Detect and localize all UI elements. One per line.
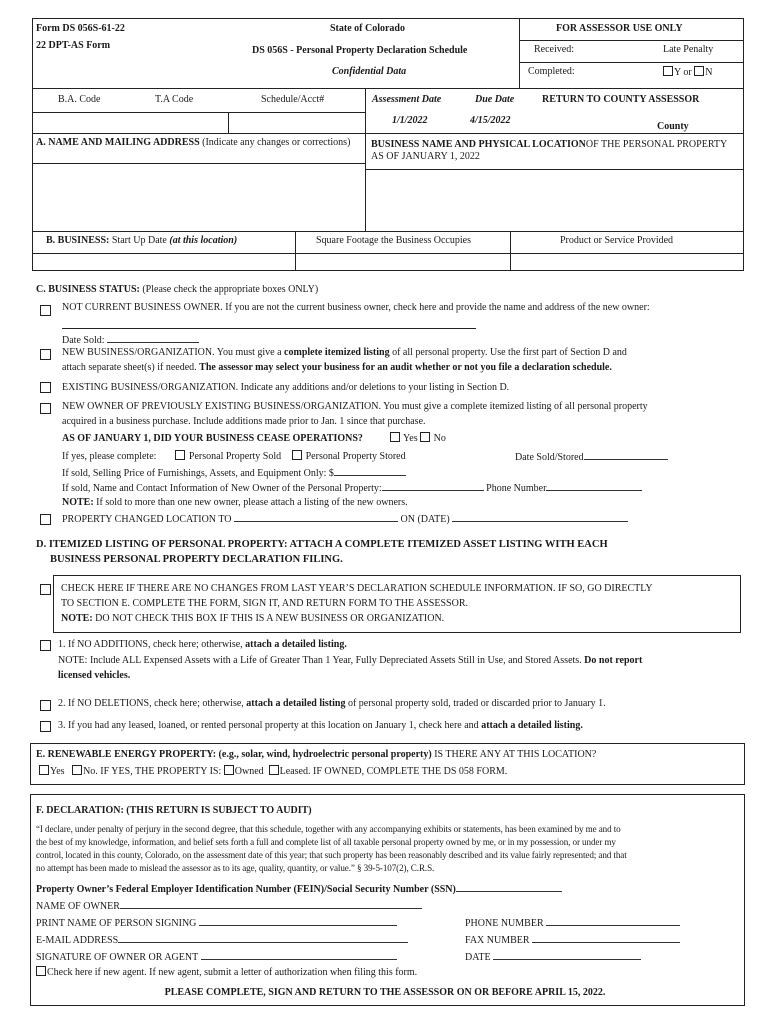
new-owner-text-1: NEW OWNER OF PREVIOUSLY EXISTING BUSINESS/ORGANIZATION. You must give a complete itemized listing of all personal property xyxy=(62,401,648,412)
new-owner-phone-label: Phone Number xyxy=(486,483,547,494)
changed-location-field[interactable] xyxy=(234,512,398,522)
licensed-vehicles-label: licensed vehicles. xyxy=(58,670,131,681)
ta-code-label: T.A Code xyxy=(155,94,194,105)
renewable-owned-label: Owned xyxy=(234,766,264,777)
square-footage-field[interactable] xyxy=(297,255,508,269)
name-of-owner-label: NAME OF OWNER xyxy=(36,901,120,912)
new-business-text-1: NEW BUSINESS/ORGANIZATION. You must give a xyxy=(62,347,285,358)
print-name-label: PRINT NAME OF PERSON SIGNING xyxy=(36,918,197,929)
section-a-heading: A. NAME AND MAILING ADDRESS xyxy=(36,137,200,148)
cease-yes-checkbox[interactable] xyxy=(390,432,400,442)
no-deletions-checkbox[interactable] xyxy=(40,700,51,711)
date-sold-stored-label: Date Sold/Stored xyxy=(515,452,584,463)
physical-location-field[interactable] xyxy=(367,171,741,229)
section-e-question: IS THERE ANY AT THIS LOCATION? xyxy=(431,749,597,760)
date-field[interactable] xyxy=(493,950,641,960)
at-location-label: (at this location) xyxy=(169,235,238,246)
ba-code-label: B.A. Code xyxy=(58,94,101,105)
if-yes-label: If yes, please complete: xyxy=(62,451,157,462)
new-business-text-line2 xyxy=(62,362,612,373)
renewable-leased-label: Leased. IF OWNED, COMPLETE THE DS 058 FORM. xyxy=(279,766,508,777)
new-agent-row xyxy=(36,966,417,978)
renewable-leased-checkbox[interactable] xyxy=(269,765,279,775)
section-b-heading: B. BUSINESS: xyxy=(46,235,110,246)
fax-field[interactable] xyxy=(532,933,680,943)
print-name-field[interactable] xyxy=(199,916,397,926)
section-e-options xyxy=(39,765,507,777)
no-changes-note-text: DO NOT CHECK THIS BOX IF THIS IS A NEW BUSINESS OR ORGANIZATION. xyxy=(92,613,445,624)
form-id: Form DS 056S-61-22 xyxy=(36,23,125,34)
no-changes-text-2: TO SECTION E. COMPLETE THE FORM, SIGN IT, AND RETURN FORM TO THE ASSESSOR. xyxy=(61,598,468,609)
new-owner-contact-field[interactable] xyxy=(382,481,484,491)
signature-field[interactable] xyxy=(201,950,397,960)
phone-label: PHONE NUMBER xyxy=(465,918,544,929)
on-date-label: ON (DATE) xyxy=(400,514,450,525)
email-row xyxy=(36,933,408,946)
not-current-owner-text: NOT CURRENT BUSINESS OWNER. If you are not the current business owner, check here and provide the name and address of the new owner: xyxy=(62,302,650,313)
section-d-title-1: D. ITEMIZED LISTING OF PERSONAL PROPERTY: ATTACH A COMPLETE ITEMIZED ASSET LISTING WITH EACH xyxy=(36,539,608,550)
section-a-location-title xyxy=(371,139,739,163)
start-up-date-field[interactable] xyxy=(34,255,293,269)
no-deletions-text-2: of personal property sold, traded or discarded prior to January 1. xyxy=(345,698,606,709)
signature-row xyxy=(36,950,397,963)
late-penalty-no-checkbox[interactable] xyxy=(694,66,704,76)
assessor-use-title: FOR ASSESSOR USE ONLY xyxy=(556,23,683,34)
location-heading: BUSINESS NAME AND PHYSICAL LOCATION xyxy=(371,139,586,150)
name-of-owner-field[interactable] xyxy=(120,899,422,909)
no-changes-text-1: CHECK HERE IF THERE ARE NO CHANGES FROM LAST YEAR’S DECLARATION SCHEDULE INFORMATION. IF SO, GO DIRECTLY xyxy=(61,583,653,594)
property-sold-checkbox[interactable] xyxy=(175,450,185,460)
new-business-text-3: attach separate sheet(s) if needed. xyxy=(62,362,200,373)
late-penalty-yes-checkbox[interactable] xyxy=(663,66,673,76)
declaration-line-1: “I declare, under penalty of perjury in the second degree, that this schedule, together with any accompanying exhibits or statements, has been examined by me and to xyxy=(36,824,621,834)
new-agent-label: Check here if new agent. If new agent, submit a letter of authorization when filing this form. xyxy=(47,967,418,978)
date-sold-field[interactable] xyxy=(107,333,199,343)
return-to-label: RETURN TO COUNTY ASSESSOR xyxy=(542,94,700,105)
state-label: State of Colorado xyxy=(330,23,405,34)
new-business-checkbox[interactable] xyxy=(40,349,51,360)
no-label: N xyxy=(705,67,713,78)
changed-location-checkbox[interactable] xyxy=(40,514,51,525)
new-business-text-2: of all personal property. Use the first part of Section D and xyxy=(389,347,627,358)
new-owner-text-2: acquired in a business purchase. Include additions made prior to Jan. 1 since that purchase. xyxy=(62,416,426,427)
received-label: Received: xyxy=(534,44,574,55)
date-row xyxy=(465,950,641,963)
footer-instruction: PLEASE COMPLETE, SIGN AND RETURN TO THE ASSESSOR ON OR BEFORE APRIL 15, 2022. xyxy=(164,987,606,998)
section-d-title-2: BUSINESS PERSONAL PROPERTY DECLARATION FILING. xyxy=(50,554,343,565)
cease-no-checkbox[interactable] xyxy=(420,432,430,442)
no-deletions-text: 2. If NO DELETIONS, check here; otherwise, xyxy=(58,698,247,709)
new-business-bold: complete itemized listing xyxy=(284,347,390,358)
product-service-field[interactable] xyxy=(512,255,741,269)
section-b-title xyxy=(46,235,237,246)
due-date-label: Due Date xyxy=(475,94,515,105)
new-owner-phone-field[interactable] xyxy=(546,481,642,491)
section-c-instructions: (Please check the appropriate boxes ONLY) xyxy=(142,284,319,295)
section-f-title: F. DECLARATION: (THIS RETURN IS SUBJECT TO AUDIT) xyxy=(36,805,312,816)
no-changes-note-label: NOTE: xyxy=(61,613,93,624)
name-of-owner-row xyxy=(36,899,422,912)
not-current-owner-checkbox[interactable] xyxy=(40,305,51,316)
no-additions-checkbox[interactable] xyxy=(40,640,51,651)
audit-warning: The assessor may select your business for an audit whether or not you file a declaration schedule. xyxy=(199,362,612,373)
assessment-date-label: Assessment Date xyxy=(372,94,442,105)
fein-label: Property Owner’s Federal Employer Identification Number (FEIN)/Social Security Number (SSN) xyxy=(36,884,456,895)
schedule-acct-field[interactable] xyxy=(230,114,363,132)
email-label: E-MAIL ADDRESS xyxy=(36,935,119,946)
square-footage-label: Square Footage the Business Occupies xyxy=(316,235,471,246)
form-title: DS 056S - Personal Property Declaration Schedule xyxy=(252,45,468,56)
phone-field[interactable] xyxy=(546,916,680,926)
property-stored-label: Personal Property Stored xyxy=(305,451,406,462)
property-sold-label: Personal Property Sold xyxy=(188,451,282,462)
no-additions-note xyxy=(58,655,642,666)
section-c-title xyxy=(36,284,318,295)
leased-property-text: 3. If you had any leased, loaned, or rented personal property at this location on January 1, check here and xyxy=(58,720,482,731)
do-not-report-label: Do not report xyxy=(584,655,643,666)
late-penalty-label: Late Penalty xyxy=(663,44,714,55)
multiple-owner-note xyxy=(62,497,408,508)
no-additions-note-text: NOTE: Include ALL Expensed Assets with a Life of Greater Than 1 Year, Fully Depreciated Assets Still in Use, and Stored Assets. xyxy=(58,655,585,666)
date-label: DATE xyxy=(465,952,491,963)
cease-question: AS OF JANUARY 1, DID YOUR BUSINESS CEASE OPERATIONS? xyxy=(62,433,363,444)
late-penalty-choice xyxy=(663,66,712,78)
no-additions-bold: attach a detailed listing. xyxy=(245,639,347,650)
date-sold-stored-row xyxy=(515,450,668,463)
county-label: County xyxy=(657,121,689,132)
no-deletions-row xyxy=(58,698,606,709)
on-date-field[interactable] xyxy=(452,512,628,522)
renewable-yes-label: Yes xyxy=(50,766,65,777)
email-field[interactable] xyxy=(118,933,408,943)
no-additions-row xyxy=(58,639,347,650)
or-label: or xyxy=(683,67,692,78)
confidential-label: Confidential Data xyxy=(332,66,407,77)
date-sold-stored-field[interactable] xyxy=(584,450,668,460)
renewable-owned-checkbox[interactable] xyxy=(224,765,234,775)
selling-price-label: If sold, Selling Price of Furnishings, Assets, and Equipment Only: $ xyxy=(62,468,334,479)
renewable-no-checkbox[interactable] xyxy=(72,765,82,775)
new-owner-contact-label: If sold, Name and Contact Information of New Owner of the Personal Property: xyxy=(62,483,382,494)
phone-row xyxy=(465,916,680,929)
new-owner-contact-row xyxy=(62,481,642,494)
property-stored-checkbox[interactable] xyxy=(292,450,302,460)
no-deletions-bold: attach a detailed listing xyxy=(246,698,346,709)
leased-property-bold: attach a detailed listing. xyxy=(481,720,583,731)
existing-business-checkbox[interactable] xyxy=(40,382,51,393)
fein-row xyxy=(36,882,562,895)
signature-label: SIGNATURE OF OWNER OR AGENT xyxy=(36,952,199,963)
section-a-note: (Indicate any changes or corrections) xyxy=(202,137,351,148)
print-name-row xyxy=(36,916,397,929)
new-agent-checkbox[interactable] xyxy=(36,966,46,976)
fein-field[interactable] xyxy=(456,882,562,892)
section-e-heading: E. RENEWABLE ENERGY PROPERTY: (e.g., solar, wind, hydroelectric personal property) xyxy=(36,749,432,760)
date-sold-row xyxy=(62,333,199,346)
fax-row xyxy=(465,933,680,946)
mailing-address-field[interactable] xyxy=(34,165,363,229)
location-note: OF THE PERSONAL PROPERTY AS OF JANUARY 1, 2022 xyxy=(371,139,727,162)
yes-label: Y xyxy=(674,67,681,78)
if-yes-row xyxy=(62,450,406,462)
date-sold-label: Date Sold: xyxy=(62,335,105,346)
no-additions-text: 1. If NO ADDITIONS, check here; otherwise, xyxy=(58,639,246,650)
declaration-line-3: control, located in this county, Colorado, on the assessment date of this year; that such property has been reasonably described and its value fairly represented; and that xyxy=(36,850,627,860)
selling-price-field[interactable] xyxy=(334,466,406,476)
note-text: If sold to more than one new owner, please attach a listing of the new owners. xyxy=(93,497,408,508)
selling-price-row xyxy=(62,466,406,479)
start-up-label: Start Up Date xyxy=(111,235,167,246)
changed-location-row xyxy=(62,512,628,525)
new-owner-checkbox[interactable] xyxy=(40,403,51,414)
changed-location-label: PROPERTY CHANGED LOCATION TO xyxy=(62,514,232,525)
due-date-value: 4/15/2022 xyxy=(470,115,511,126)
no-changes-checkbox[interactable] xyxy=(40,584,51,595)
ba-code-field[interactable] xyxy=(34,114,224,132)
product-service-label: Product or Service Provided xyxy=(560,235,674,246)
form-subid: 22 DPT-AS Form xyxy=(36,40,111,51)
cease-operations-row xyxy=(62,432,446,444)
new-business-text xyxy=(62,347,627,358)
assessment-date-value: 1/1/2022 xyxy=(392,115,428,126)
completed-label: Completed: xyxy=(528,66,575,77)
renewable-yes-checkbox[interactable] xyxy=(39,765,49,775)
renewable-no-label: No. IF YES, THE PROPERTY IS: xyxy=(83,766,222,777)
existing-business-text: EXISTING BUSINESS/ORGANIZATION. Indicate any additions and/or deletions to your listing in Section D. xyxy=(62,382,510,393)
no-changes-note xyxy=(61,613,444,624)
fax-label: FAX NUMBER xyxy=(465,935,530,946)
section-e-title xyxy=(36,749,596,760)
note-label: NOTE: xyxy=(62,497,94,508)
leased-property-checkbox[interactable] xyxy=(40,721,51,732)
leased-property-row xyxy=(58,720,583,731)
declaration-line-4: no attempt has been made to mislead the assessor as to its age, quality, quantity, or value.” § 39-5-107(2), C.R.S. xyxy=(36,863,435,873)
section-c-heading: C. BUSINESS STATUS: xyxy=(36,284,140,295)
cease-yes-label: Yes xyxy=(403,433,418,444)
cease-no-label: No xyxy=(433,433,446,444)
section-a-title xyxy=(36,137,362,149)
schedule-acct-label: Schedule/Acct# xyxy=(261,94,325,105)
new-owner-line[interactable] xyxy=(62,328,476,329)
declaration-line-2: the best of my knowledge, information, and belief sets forth a full and complete list of all taxable personal property owned by me, or in my possession, or under my xyxy=(36,837,616,847)
